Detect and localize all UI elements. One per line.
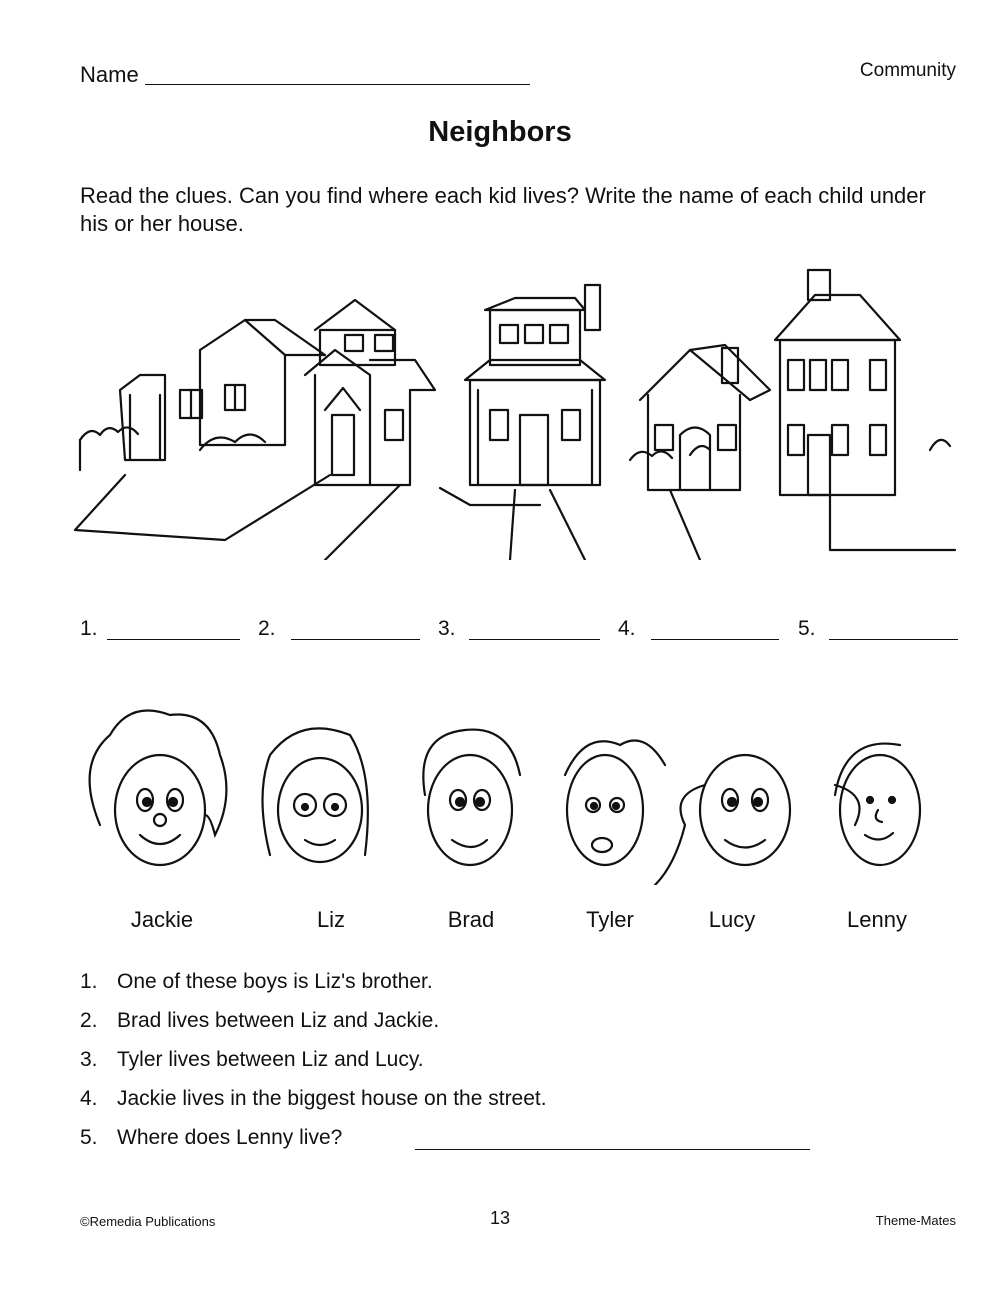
name-field-line[interactable]	[145, 84, 530, 85]
house-blank-number: 3.	[438, 617, 456, 640]
face-jackie	[90, 711, 227, 866]
clue-number: 5.	[80, 1126, 98, 1149]
house-blank-1[interactable]	[80, 617, 98, 641]
house-blank-line[interactable]	[291, 639, 420, 640]
child-name-jackie: Jackie	[130, 907, 194, 932]
house-blank-line[interactable]	[829, 639, 958, 640]
child-name-brad: Brad	[447, 907, 495, 932]
child-name-lucy: Lucy	[708, 907, 756, 932]
child-name-lenny: Lenny	[847, 907, 907, 932]
face-lenny	[835, 744, 920, 865]
instructions: Read the clues. Can you find where each kid lives? Write the name of each child under his or her house.	[80, 183, 926, 236]
child-name-tyler: Tyler	[586, 907, 634, 932]
face-tyler	[565, 741, 665, 866]
clue-number: 3.	[80, 1048, 98, 1071]
page-number: 13	[489, 1208, 511, 1228]
clue-text: Jackie lives in the biggest house on the street.	[117, 1087, 547, 1110]
house-blank-3[interactable]	[438, 617, 456, 641]
house-4	[640, 345, 770, 490]
house-5	[775, 270, 900, 495]
name-label: Name	[80, 62, 139, 87]
series-name: Theme-Mates	[875, 1213, 956, 1228]
publisher-credit: ©Remedia Publications	[80, 1214, 216, 1229]
house-blank-number: 1.	[80, 617, 98, 640]
face-lucy	[655, 755, 860, 885]
houses-illustration	[70, 260, 960, 560]
lenny-answer-line[interactable]	[415, 1149, 810, 1150]
clue-number: 2.	[80, 1009, 98, 1032]
house-blank-line[interactable]	[651, 639, 779, 640]
clue-text: Brad lives between Liz and Jackie.	[117, 1009, 440, 1032]
house-2	[305, 300, 435, 485]
clue-number: 1.	[80, 970, 98, 993]
child-name-liz: Liz	[316, 907, 346, 932]
house-3	[465, 285, 605, 485]
house-blank-line[interactable]	[469, 639, 600, 640]
house-blank-number: 5.	[798, 617, 816, 640]
house-blank-line[interactable]	[107, 639, 240, 640]
clue-text: Where does Lenny live?	[117, 1126, 343, 1149]
house-blank-number: 2.	[258, 617, 276, 640]
house-blank-5[interactable]	[798, 617, 816, 641]
clue-text: One of these boys is Liz's brother.	[117, 970, 433, 993]
page-title: Neighbors	[428, 116, 572, 148]
clue-text: Tyler lives between Liz and Lucy.	[117, 1048, 424, 1071]
face-brad	[423, 730, 520, 865]
category-label: Community	[859, 60, 956, 81]
children-faces-illustration	[80, 705, 960, 885]
clue-number: 4.	[80, 1087, 98, 1110]
face-liz	[263, 728, 368, 862]
house-blank-4[interactable]	[618, 617, 636, 641]
house-1	[120, 320, 325, 460]
house-blank-number: 4.	[618, 617, 636, 640]
house-blank-2[interactable]	[258, 617, 276, 641]
house-answer-blanks	[80, 617, 960, 647]
